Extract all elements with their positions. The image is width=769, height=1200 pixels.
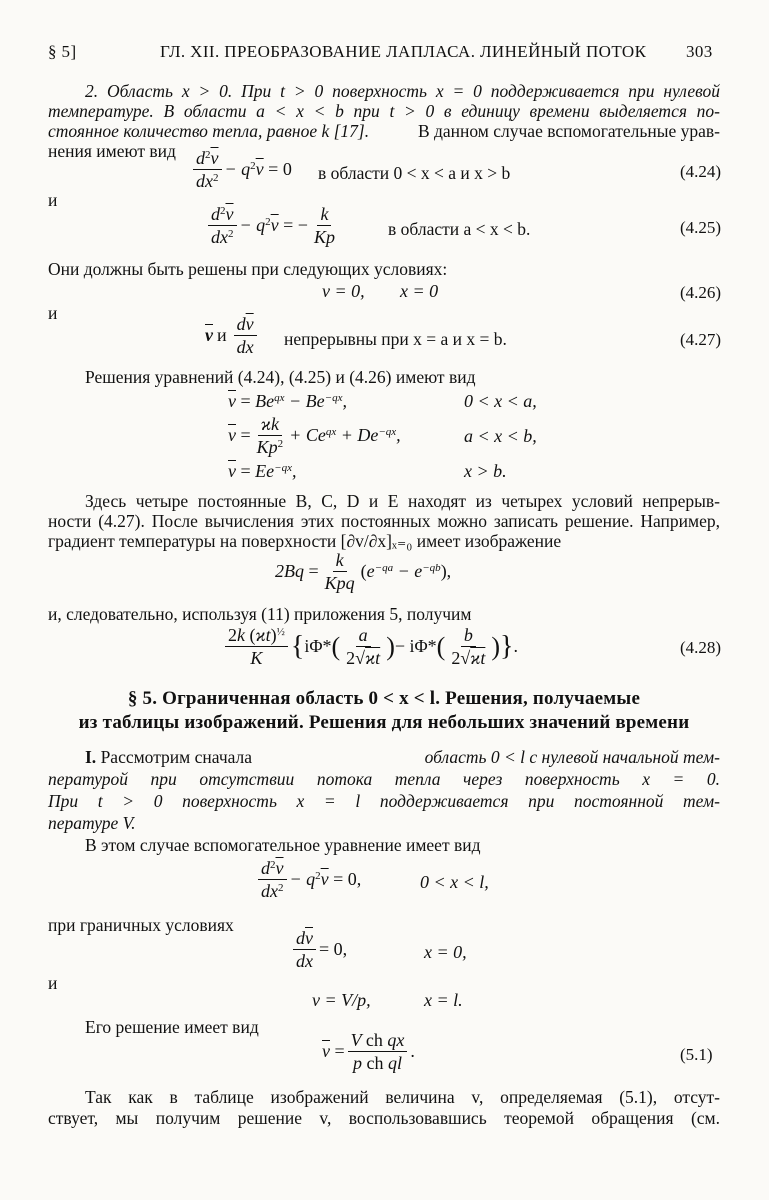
para3-line3: При t > 0 поверхность x = l поддерживается при постоянной тем- bbox=[48, 791, 720, 811]
d2v-dx2-fraction: $\frac{d^2\overline{v}}{dx^2}$ bbox=[193, 148, 222, 191]
eq426-label: (4.26) bbox=[680, 283, 722, 302]
solution-row-3-cond: x > b. bbox=[464, 461, 507, 481]
para3-line1b: Рассмотрим сначала bbox=[100, 747, 253, 767]
and-text-1: и bbox=[48, 190, 58, 210]
solution-row-2: $\overline{v}$ = $\frac{ϰk}{Kp^2}$ + $Ce^{qx} + De^{-qx}$, bbox=[228, 414, 401, 457]
solve-conditions-text: Они должны быть решены при следующих условиях: bbox=[48, 259, 448, 279]
eq427-label: (4.27) bbox=[680, 330, 722, 349]
section-5-heading-line2: из таблицы изображений. Решения для небольших значений времени bbox=[78, 712, 690, 733]
para1-line3a: стоянное количество тепла, равное k [17]. bbox=[48, 121, 370, 141]
boundary-condition-1: $\frac{d\overline{v}}{dx}$ = 0, bbox=[290, 928, 347, 971]
boundary-text: при граничных условиях bbox=[48, 915, 234, 935]
para3-numeral: I. bbox=[85, 747, 97, 767]
equation-4-25: $\frac{d^2\overline{v}}{dx^2}$ − $q^2\overline{v}$ = − $\frac{k}{Kp}$ bbox=[205, 204, 341, 247]
eq51-label: (5.1) bbox=[680, 1045, 713, 1064]
para1-line4: нения имеют вид bbox=[48, 141, 176, 161]
para3-line1 bbox=[85, 746, 720, 768]
para2-line3: градиент температуры на поверхности [∂v/∂x]ₓ₌₀ имеет изображение bbox=[48, 531, 562, 551]
equation-4-28: $\frac{2k (ϰt)^{\frac{1}{2}}}{K}$ { iΦ* ( $\frac{a}{2√ϰt}$ ) − iΦ* ( $\frac{b}{2√ϰt}$ ) } . bbox=[222, 625, 518, 668]
equation-aux: $\frac{d^2\overline{v}}{dx^2}$ − $q^2\overline{v} = 0$, bbox=[255, 858, 361, 901]
eq425-label: (4.25) bbox=[680, 218, 722, 237]
hence-text: и, следовательно, используя (11) приложения 5, получим bbox=[48, 604, 472, 624]
eq425-condition: в области a < x < b. bbox=[388, 219, 531, 239]
bc2-expr: v = V/p, bbox=[312, 990, 371, 1010]
para2-line2: ности (4.27). После вычисления этих постоянных можно записать решение. Например, bbox=[48, 511, 720, 531]
bc2-condition: x = l. bbox=[424, 990, 463, 1010]
para3-line1c: область 0 < l с нулевой начальной тем- bbox=[424, 747, 720, 767]
header-section: § 5] bbox=[48, 42, 77, 61]
solution-row-2-cond: a < x < b, bbox=[464, 426, 537, 446]
para1-line2: температуре. В области a < x < b при t > 0 в единицу времени выделяется по- bbox=[48, 101, 720, 121]
header-chapter: ГЛ. XII. ПРЕОБРАЗОВАНИЕ ЛАПЛАСА. ЛИНЕЙНЫЙ ПОТОК bbox=[160, 42, 647, 61]
solution-row-1-cond: 0 < x < a, bbox=[464, 391, 537, 411]
solution-text: Его решение имеет вид bbox=[85, 1017, 259, 1037]
para1-line1: 2. Область x > 0. При t > 0 поверхность x = 0 поддерживается при нулевой bbox=[85, 81, 720, 101]
eq427-and: и bbox=[217, 325, 227, 345]
para1-line3b: В данном случае вспомогательные урав- bbox=[417, 121, 720, 141]
equation-2bq: 2Bq = $\frac{k}{\text{Kpq}}$ $(e^{-qa} - e^{-qb})$, bbox=[275, 550, 452, 593]
equation-4-27: $\overline{v}$ и $\frac{d\overline{v}}{dx}$ bbox=[205, 314, 260, 357]
section-5-heading-line1: § 5. Ограниченная область 0 < x < l. Решения, получаемые bbox=[127, 688, 641, 709]
and-text-2: и bbox=[48, 303, 58, 323]
para2-line1: Здесь четыре постоянные B, C, D и E находят из четырех условий непрерыв- bbox=[85, 491, 720, 511]
eq426-expr: v = 0, bbox=[322, 281, 365, 301]
eq424-condition: в области 0 < x < a и x > b bbox=[318, 163, 511, 183]
and-text-3: и bbox=[48, 973, 58, 993]
para3-line4: пературе V. bbox=[48, 813, 136, 833]
equation-4-24: $\frac{d^2\overline{v}}{dx^2}$ − $q^2\overline{v} = 0$ bbox=[190, 148, 292, 191]
equation-5-1: $\overline{v}$ = $\frac{\text{V ch qx}}{\text{p ch ql}}$ . bbox=[322, 1030, 415, 1073]
aux-condition: 0 < x < l, bbox=[420, 872, 489, 892]
solution-row-1: $\overline{v} = Be^{qx} - Be^{-qx}$, bbox=[228, 391, 347, 411]
eq428-label: (4.28) bbox=[680, 638, 722, 657]
para1-line3 bbox=[48, 120, 720, 142]
header-page-number: 303 bbox=[686, 42, 713, 61]
para4-line1: Так как в таблице изображений величина v, определяемая (5.1), отсут- bbox=[85, 1087, 720, 1107]
solution-row-3: $\overline{v} = Ee^{-qx}$, bbox=[228, 461, 297, 481]
bc1-condition: x = 0, bbox=[424, 942, 467, 962]
eq426-condition: x = 0 bbox=[400, 281, 439, 301]
solutions-intro: Решения уравнений (4.24), (4.25) и (4.26) имеют вид bbox=[85, 367, 476, 387]
para4-line2: ствует, мы получим решение v, воспользовавшись теоремой обращения (см. bbox=[48, 1108, 720, 1128]
para3-line2: пературой при отсутствии потока тепла через поверхность x = 0. bbox=[48, 769, 720, 789]
eq427-condition: непрерывны при x = a и x = b. bbox=[284, 329, 507, 349]
eq424-label: (4.24) bbox=[680, 162, 722, 181]
aux-eq-text: В этом случае вспомогательное уравнение имеет вид bbox=[85, 835, 481, 855]
